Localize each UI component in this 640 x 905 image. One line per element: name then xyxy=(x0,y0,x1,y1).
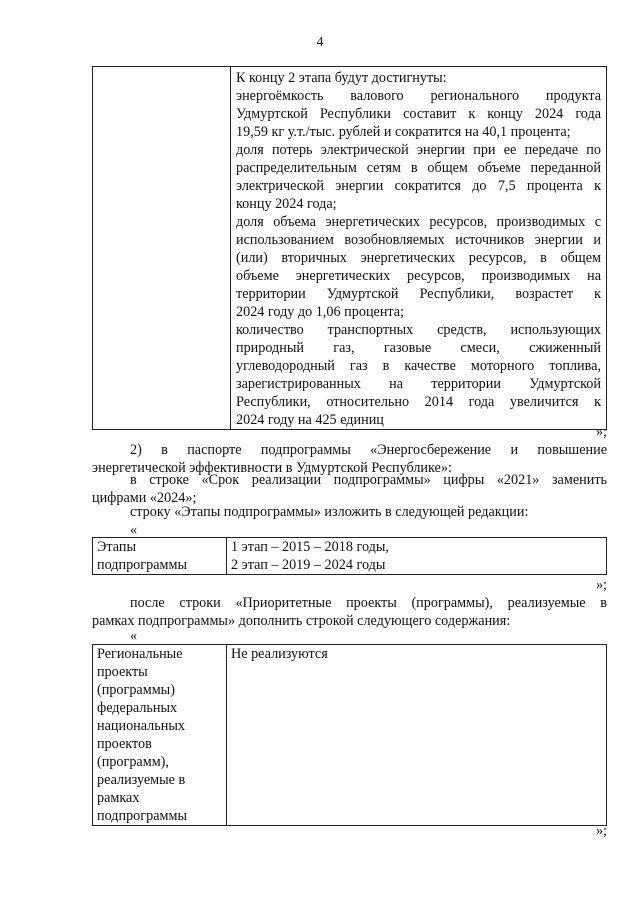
empty-label-cell xyxy=(93,67,231,430)
text-line: проектов xyxy=(97,736,152,752)
paragraph-stages xyxy=(92,503,607,521)
regional-projects-label xyxy=(97,645,222,825)
text-line: территории Удмуртской Республики, возрастет к xyxy=(236,286,601,302)
text-line: распределительным сетям в общем объеме переданной xyxy=(236,160,601,176)
text-line: федеральных xyxy=(97,700,178,716)
open-quote-1: « xyxy=(130,522,138,538)
text-line: доля объема энергетических ресурсов, производимых с xyxy=(236,214,601,230)
text-line: рамках xyxy=(97,790,140,806)
paragraph-term xyxy=(92,471,607,507)
text-line: реализуемые в xyxy=(97,772,186,788)
paragraph-line: 2) в паспорте подпрограммы «Энергосбережение и повышение xyxy=(130,442,607,458)
paragraph-line: рамках подпрограммы» дополнить строкой следующего содержания: xyxy=(92,613,511,629)
text-line: использованием возобновляемых источников энергии и xyxy=(236,232,601,248)
text-line: проекты xyxy=(97,664,148,680)
text-line: Региональные xyxy=(97,646,183,662)
stages-table xyxy=(92,537,607,575)
regional-projects-value: Не реализуются xyxy=(231,646,328,662)
closing-quote-2: »; xyxy=(595,577,607,593)
text-line: количество транспортных средств, использующих xyxy=(236,322,601,338)
closing-quote-3: »; xyxy=(595,823,607,839)
regional-projects-label-cell xyxy=(93,645,227,826)
text-line: К концу 2 этапа будут достигнуты: xyxy=(236,70,447,86)
stage-results-cell xyxy=(231,67,607,430)
text-line: зарегистрированных на территории Удмуртской xyxy=(236,376,601,392)
text-line: углеводородный газ в качестве моторного топлива, xyxy=(236,358,601,374)
page-number: 4 xyxy=(316,35,324,50)
text-line: (программ), xyxy=(97,754,169,770)
text-line: электрической энергии сократится до 7,5 процента к xyxy=(236,178,601,194)
regional-projects-table xyxy=(92,644,607,826)
stage-results-text xyxy=(236,69,601,429)
paragraph-line: в строке «Срок реализации подпрограммы» цифры «2021» заменить xyxy=(130,472,607,488)
open-quote-2: « xyxy=(130,628,138,644)
stages-label-line: подпрограммы xyxy=(97,557,187,573)
paragraph-line: строку «Этапы подпрограммы» изложить в следующей редакции: xyxy=(130,504,529,520)
text-line: Удмуртской Республики составит к концу 2024 года xyxy=(236,106,601,122)
text-line: подпрограммы xyxy=(97,808,187,824)
stage-results-table xyxy=(92,66,607,430)
stages-label-line: Этапы xyxy=(97,539,136,555)
text-line: объеме энергетических ресурсов, производимых на xyxy=(236,268,601,284)
text-line: (или) вторичных энергетических ресурсов, в общем xyxy=(236,250,601,266)
text-line: 2024 году до 1,06 процента; xyxy=(236,304,405,320)
stages-value-line: 2 этап – 2019 – 2024 годы xyxy=(231,557,386,573)
text-line: концу 2024 года; xyxy=(236,196,337,212)
text-line: Республики, относительно 2014 года увеличится к xyxy=(236,394,601,410)
stages-label-cell xyxy=(93,538,227,575)
stages-value-line: 1 этап – 2015 – 2018 годы, xyxy=(231,539,389,555)
text-line: (программы) xyxy=(97,682,175,698)
stages-value-cell xyxy=(227,538,607,575)
text-line: энергоёмкость валового регионального продукта xyxy=(236,88,601,104)
text-line: природный газ, газовые смеси, сжиженный xyxy=(236,340,601,356)
paragraph-line: цифрами «2024»; xyxy=(92,490,197,506)
paragraph-line: энергетической эффективности в Удмуртской Республике»: xyxy=(92,460,452,476)
text-line: 19,59 кг у.т./тыс. рублей и сократится на 40,1 процента; xyxy=(236,124,571,140)
regional-projects-value-cell xyxy=(227,645,607,826)
text-line: 2024 году на 425 единиц xyxy=(236,412,384,428)
text-line: доля потерь электрической энергии при ее передаче по xyxy=(236,142,601,158)
paragraph-line: после строки «Приоритетные проекты (программы), реализуемые в xyxy=(130,595,607,611)
closing-quote-1: »; xyxy=(595,424,607,440)
paragraph-add-row xyxy=(92,594,607,630)
text-line: национальных xyxy=(97,718,185,734)
